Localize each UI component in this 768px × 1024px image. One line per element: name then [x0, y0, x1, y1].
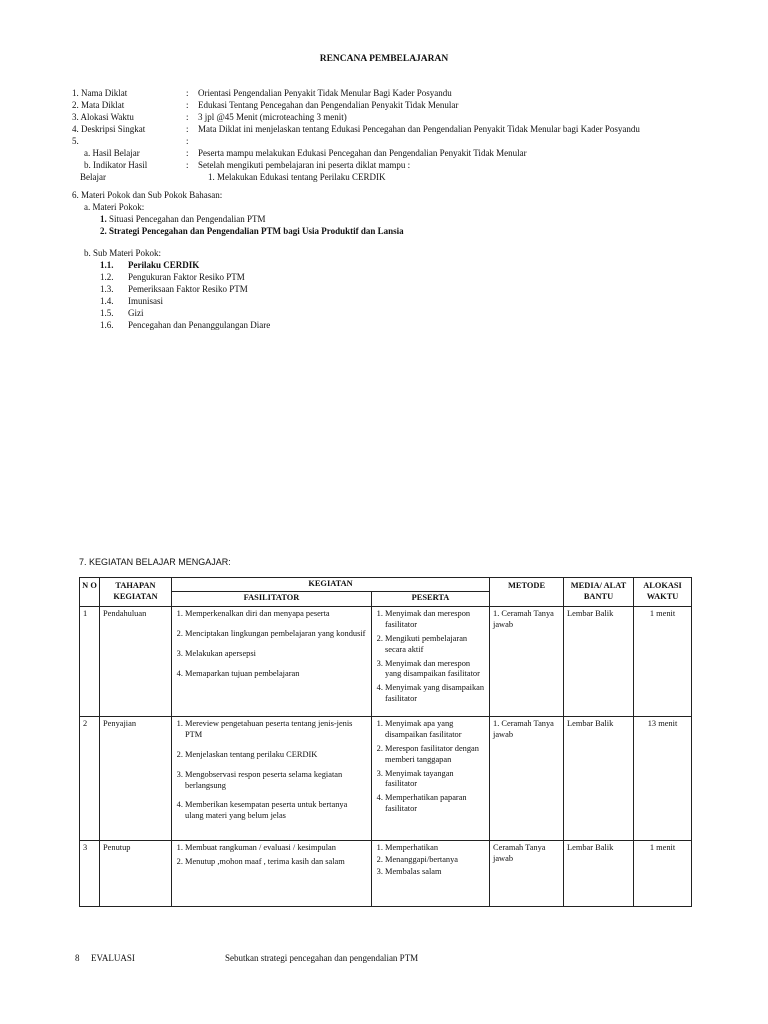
list-item: 4. Menyimak yang disampaikan fasilitator — [385, 683, 486, 705]
list-item: 3. Melakukan apersepsi — [185, 649, 368, 660]
info-row: a. Hasil Belajar : Peserta mampu melakukan Edukasi Pencegahan dan Pengendalian Penyakit Tidak Menular — [72, 148, 712, 160]
cell-tahapan: Penyajian — [100, 716, 172, 840]
cell-tahapan: Penutup — [100, 840, 172, 906]
cell-fasilitator — [172, 716, 372, 840]
list-item: 3. Menyimak tayangan fasilitator — [385, 769, 486, 791]
info-label: 3. Alokasi Waktu — [72, 112, 134, 122]
info-value: Orientasi Pengendalian Penyakit Tidak Menular Bagi Kader Posyandu — [198, 88, 452, 98]
materi-pokok-label: a. Materi Pokok: — [84, 202, 145, 212]
info-label: a. Hasil Belajar — [84, 148, 140, 158]
info-row: 1. Nama Diklat : Orientasi Pengendalian Penyakit Tidak Menular Bagi Kader Posyandu — [72, 88, 712, 100]
info-value: Edukasi Tentang Pencegahan dan Pengendalian Penyakit Tidak Menular — [198, 100, 459, 110]
info-row — [72, 172, 712, 184]
cell-peserta — [372, 840, 490, 906]
cell-media: Lembar Balik — [564, 606, 634, 716]
info-label: 5. — [72, 136, 79, 146]
sub-materi-item: 1.2. Pengukuran Faktor Resiko PTM — [100, 272, 245, 282]
header-fasilitator: FASILITATOR — [172, 592, 372, 606]
list-item: 3. Membalas salam — [385, 867, 486, 878]
list-item: 2. Menanggapi/bertanya — [385, 855, 486, 866]
header-kegiatan: KEGIATAN — [172, 578, 490, 592]
info-row: b. Indikator Hasil : Setelah mengikuti pembelajaran ini peserta diklat mampu : — [72, 160, 712, 172]
info-value: Setelah mengikuti pembelajaran ini peserta diklat mampu : — [198, 160, 411, 170]
list-item: 2. Menutup ,mohon maaf , terima kasih dan salam — [185, 857, 368, 868]
list-item: 1. Memperkenalkan diri dan menyapa peserta — [185, 609, 368, 620]
table-row — [80, 840, 692, 906]
header-metode: METODE — [490, 578, 564, 607]
page-title: RENCANA PEMBELAJARAN — [319, 54, 449, 64]
cell-alokasi: 13 menit — [634, 716, 692, 840]
sub-materi-item: 1.1. Perilaku CERDIK — [100, 260, 200, 270]
cell-media: Lembar Balik — [564, 716, 634, 840]
list-item: 4. Memperhatikan paparan fasilitator — [385, 793, 486, 815]
header-no: N O — [80, 578, 100, 607]
info-value: Mata Diklat ini menjelaskan tentang Edukasi Pencegahan dan Pengendalian Penyakit Tidak Menular bagi Kader Posyandu — [198, 124, 640, 134]
info-label: Belajar — [80, 172, 106, 182]
cell-media: Lembar Balik — [564, 840, 634, 906]
list-item: 1. Membuat rangkuman / evaluasi / kesimpulan — [185, 843, 368, 854]
info-row: 4. Deskripsi Singkat : Mata Diklat ini menjelaskan tentang Edukasi Pencegahan dan Pengendalian Penyakit Tidak Menular bagi Kader Posyandu — [72, 124, 712, 136]
info-section — [72, 88, 712, 184]
sub-materi-item: 1.6. Pencegahan dan Penanggulangan Diare — [100, 320, 271, 330]
sub-materi-item: 1.4. Imunisasi — [100, 296, 163, 306]
cell-alokasi: 1 menit — [634, 606, 692, 716]
header-tahapan: TAHAPAN KEGIATAN — [100, 578, 172, 607]
sub-materi-item: 1.3. Pemeriksaan Faktor Resiko PTM — [100, 284, 248, 294]
header-alokasi: ALOKASI WAKTU — [634, 578, 692, 607]
cell-metode: 1. Ceramah Tanya jawab — [490, 716, 564, 840]
list-item: 1. Menyimak dan merespon fasilitator — [385, 609, 486, 631]
info-row: 2. Mata Diklat : Edukasi Tentang Pencegahan dan Pengendalian Penyakit Tidak Menular — [72, 100, 712, 112]
info-label: 2. Mata Diklat — [72, 100, 125, 110]
cell-tahapan: Pendahuluan — [100, 606, 172, 716]
table-header-row — [80, 578, 692, 592]
list-item: 4. Memaparkan tujuan pembelajaran — [185, 669, 368, 680]
list-item: 2. Menciptakan lingkungan pembelajaran yang kondusif — [185, 629, 368, 640]
info-row: 3. Alokasi Waktu : 3 jpl @45 Menit (microteaching 3 menit) — [72, 112, 712, 124]
list-item: 1. Mereview pengetahuan peserta tentang jenis-jenis PTM — [185, 719, 368, 741]
kbm-table — [79, 577, 692, 907]
list-item: 2. Merespon fasilitator dengan memberi tanggapan — [385, 744, 486, 766]
cell-no: 3 — [80, 840, 100, 906]
header-peserta: PESERTA — [372, 592, 490, 606]
list-item: 1. Memperhatikan — [385, 843, 486, 854]
kbm-title: 7. KEGIATAN BELAJAR MENGAJAR: — [79, 557, 231, 567]
header-media: MEDIA/ ALAT BANTU — [564, 578, 634, 607]
materi-heading: 6. Materi Pokok dan Sub Pokok Bahasan: — [72, 190, 223, 200]
cell-peserta — [372, 716, 490, 840]
info-value: Peserta mampu melakukan Edukasi Pencegahan dan Pengendalian Penyakit Tidak Menular — [198, 148, 527, 158]
list-item: 4. Memberikan kesempatan peserta untuk bertanya ulang materi yang belum jelas — [185, 800, 368, 822]
info-row: 5. : — [72, 136, 712, 148]
info-value — [198, 136, 712, 148]
cell-alokasi: 1 menit — [634, 840, 692, 906]
table-row — [80, 716, 692, 840]
list-item: 2. Menjelaskan tentang perilaku CERDIK — [185, 750, 368, 761]
evaluasi-text: Sebutkan strategi pencegahan dan pengendalian PTM — [225, 953, 419, 963]
list-item: 3. Mengobservasi respon peserta selama kegiatan berlangsung — [185, 770, 368, 792]
cell-metode: Ceramah Tanya jawab — [490, 840, 564, 906]
materi-section — [72, 190, 672, 332]
evaluasi-section — [75, 953, 675, 965]
cell-metode: 1. Ceramah Tanya jawab — [490, 606, 564, 716]
list-item: 3. Menyimak dan merespon yang disampaikan fasilitator — [385, 659, 486, 681]
info-label: 1. Nama Diklat — [72, 88, 128, 98]
list-item: 2. Mengikuti pembelajaran secara aktif — [385, 634, 486, 656]
cell-fasilitator — [172, 606, 372, 716]
cell-peserta — [372, 606, 490, 716]
info-value: 3 jpl @45 Menit (microteaching 3 menit) — [198, 112, 347, 122]
sub-materi-item: 1.5. Gizi — [100, 308, 144, 318]
table-row — [80, 606, 692, 716]
info-label: b. Indikator Hasil — [84, 160, 148, 170]
sub-materi-label: b. Sub Materi Pokok: — [84, 248, 162, 258]
cell-no: 1 — [80, 606, 100, 716]
cell-fasilitator — [172, 840, 372, 906]
evaluasi-label: EVALUASI — [91, 953, 135, 963]
materi-pokok-item: 1. Situasi Pencegahan dan Pengendalian PTM — [100, 214, 266, 224]
info-value: 1. Melakukan Edukasi tentang Perilaku CERDIK — [208, 172, 386, 182]
cell-no: 2 — [80, 716, 100, 840]
materi-pokok-item: 2. Strategi Pencegahan dan Pengendalian PTM bagi Usia Produktif dan Lansia — [100, 226, 404, 236]
evaluasi-number: 8 — [75, 953, 80, 963]
info-label: 4. Deskripsi Singkat — [72, 124, 146, 134]
list-item: 1. Menyimak apa yang disampaikan fasilitator — [385, 719, 486, 741]
